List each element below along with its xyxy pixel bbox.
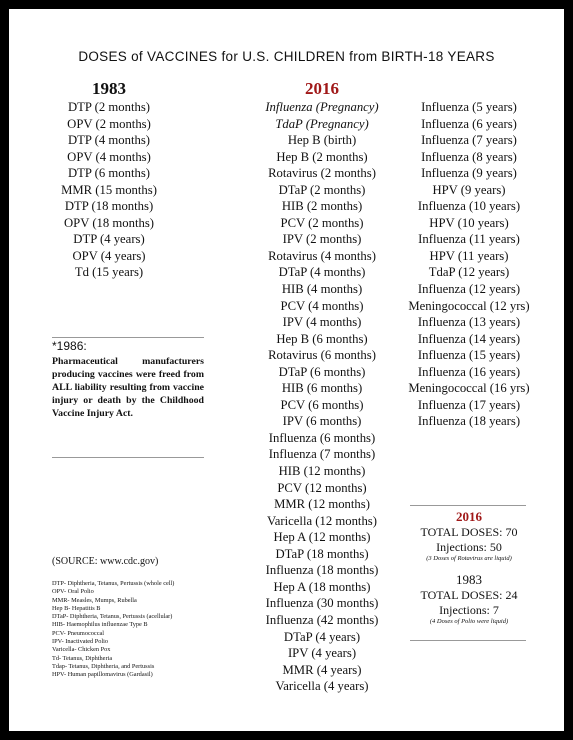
- dose-item: Hep B (6 months): [276, 331, 368, 346]
- legend-item: Varicella- Chicken Pox: [52, 646, 111, 654]
- dose-item: DTP (4 years): [73, 232, 145, 247]
- totals-2016-year: 2016: [456, 509, 482, 524]
- dose-item: Rotavirus (4 months): [268, 248, 376, 263]
- dose-item: Influenza (18 months): [265, 563, 379, 578]
- dose-item: Influenza (42 months): [265, 612, 379, 627]
- totals-2016-total: TOTAL DOSES: 70: [420, 525, 518, 539]
- dose-item: DTaP (4 months): [278, 265, 366, 280]
- doses-1983-list: [39, 99, 179, 281]
- dose-item: Meningococcal (12 yrs): [408, 298, 530, 313]
- legend-item: Td- Tetanus, Diphtheria: [52, 654, 113, 662]
- dose-item: Td (15 years): [74, 265, 144, 280]
- dose-item: IPV (4 months): [282, 315, 362, 330]
- totals-box: [404, 509, 534, 625]
- dose-item: MMR (15 months): [61, 182, 157, 197]
- dose-item: MMR (12 months): [274, 497, 370, 512]
- doses-2016-list-1: [252, 99, 392, 695]
- dose-item: PCV (4 months): [280, 298, 364, 313]
- legend-item: HPV- Human papillomavirus (Gardasil): [52, 671, 153, 679]
- dose-item: DTP (4 months): [68, 133, 150, 148]
- dose-item: DTP (2 months): [68, 100, 150, 114]
- dose-item: Influenza (7 years): [421, 133, 517, 148]
- dose-item: Influenza (8 years): [421, 149, 517, 164]
- dose-item: Influenza (15 years): [417, 348, 521, 363]
- dose-item: Varicella (12 months): [267, 513, 377, 528]
- dose-item: OPV (4 months): [67, 149, 151, 164]
- legend-item: DTaP- Diphtheria, Tetanus, Pertussis (acellular): [52, 613, 173, 621]
- abbreviation-legend: [52, 580, 174, 680]
- dose-item: Hep B (birth): [287, 133, 357, 148]
- dose-item: DTP (6 months): [68, 166, 150, 181]
- legend-item: OPV- Oral Polio: [52, 588, 94, 596]
- dose-item: DTaP (2 months): [278, 182, 366, 197]
- dose-item: Influenza (9 years): [421, 166, 517, 181]
- dose-item: Influenza (6 months): [268, 430, 376, 445]
- divider: [52, 457, 204, 458]
- dose-item: OPV (2 months): [67, 116, 151, 131]
- dose-item: MMR (4 years): [282, 662, 362, 677]
- legend-item: DTP- Diphtheria, Tetanus, Pertussis (whole cell): [52, 580, 175, 587]
- dose-item: HIB (4 months): [281, 282, 363, 297]
- dose-item: Influenza (17 years): [417, 397, 521, 412]
- totals-1983-total: TOTAL DOSES: 24: [420, 588, 518, 602]
- dose-item: Influenza (30 months): [265, 596, 379, 611]
- dose-item: Rotavirus (6 months): [268, 348, 376, 363]
- legend-item: IPV- Inactivated Polio: [52, 638, 109, 646]
- totals-1983-note: (4 Doses of Polio were liquid): [429, 618, 509, 625]
- divider: [52, 337, 204, 338]
- dose-item: Influenza (5 years): [421, 100, 517, 114]
- document-title: DOSES of VACCINES for U.S. CHILDREN from BIRTH-18 YEARS: [78, 49, 495, 64]
- source-citation: (SOURCE: www.cdc.gov): [52, 556, 159, 567]
- divider: [410, 505, 526, 506]
- dose-item: IPV (6 months): [282, 414, 362, 429]
- dose-item: IPV (4 years): [287, 646, 357, 661]
- dose-item: DTaP (4 years): [283, 629, 361, 644]
- dose-item: HPV (10 years): [429, 215, 509, 230]
- dose-item: Influenza (14 years): [417, 331, 521, 346]
- legend-item: Hep B- Hepatitis B: [52, 604, 101, 612]
- dose-item: Hep A (18 months): [273, 579, 371, 594]
- doses-2016-list-2: [404, 99, 534, 430]
- dose-item: Hep A (12 months): [273, 530, 371, 545]
- dose-item: PCV (2 months): [280, 215, 364, 230]
- dose-item: HIB (6 months): [281, 381, 363, 396]
- dose-item: TdaP (Pregnancy): [275, 116, 369, 131]
- legend-item: Tdap- Tetanus, Diphtheria, and Pertussis: [52, 662, 155, 670]
- dose-item: HPV (9 years): [432, 182, 506, 197]
- dose-item: Influenza (13 years): [417, 315, 521, 330]
- dose-item: Rotavirus (2 months): [268, 166, 376, 181]
- dose-item: HIB (12 months): [278, 464, 366, 479]
- note-text: Pharmaceutical manufacturers producing vaccines were freed from ALL liability resulting from vaccine injury or death by the Childhood Vaccine Injury Act.: [52, 356, 204, 419]
- dose-item: DTaP (18 months): [275, 546, 369, 561]
- dose-item: Influenza (6 years): [421, 116, 517, 131]
- dose-item: PCV (12 months): [277, 480, 367, 495]
- divider: [410, 640, 526, 641]
- dose-item: Varicella (4 years): [275, 679, 369, 694]
- dose-item: Influenza (18 years): [417, 414, 521, 429]
- dose-item: IPV (2 months): [282, 232, 362, 247]
- totals-1983-year: 1983: [456, 572, 482, 587]
- totals-2016-note: (3 Doses of Rotavirus are liquid): [426, 555, 512, 562]
- dose-item: DTaP (6 months): [278, 364, 366, 379]
- legend-item: PCV- Pneumococcal: [52, 629, 105, 637]
- year-2016-heading: 2016: [305, 79, 339, 98]
- dose-item: TdaP (12 years): [428, 265, 510, 280]
- totals-2016-injections: Injections: 50: [436, 540, 502, 554]
- dose-item: Hep B (2 months): [276, 149, 368, 164]
- dose-item: HPV (11 years): [429, 248, 509, 263]
- liability-note: [52, 339, 204, 420]
- document-page: [9, 9, 564, 731]
- dose-item: Influenza (10 years): [417, 199, 521, 214]
- totals-1983-injections: Injections: 7: [439, 603, 499, 617]
- dose-item: OPV (4 years): [72, 248, 146, 263]
- dose-item: Meningococcal (16 yrs): [408, 381, 530, 396]
- dose-item: Influenza (7 months): [268, 447, 376, 462]
- dose-item: Influenza (11 years): [418, 232, 520, 247]
- legend-item: HIB- Haemophilus influenzae Type B: [52, 621, 148, 629]
- note-title: *1986:: [52, 339, 87, 353]
- dose-item: PCV (6 months): [280, 397, 364, 412]
- dose-item: Influenza (Pregnancy): [265, 100, 379, 114]
- dose-item: DTP (18 months): [64, 199, 154, 214]
- year-1983-heading: 1983: [92, 79, 126, 98]
- legend-item: MMR- Measles, Mumps, Rubella: [52, 596, 137, 604]
- dose-item: OPV (18 months): [64, 215, 154, 230]
- dose-item: Influenza (12 years): [417, 282, 521, 297]
- dose-item: HIB (2 months): [281, 199, 363, 214]
- dose-item: Influenza (16 years): [417, 364, 521, 379]
